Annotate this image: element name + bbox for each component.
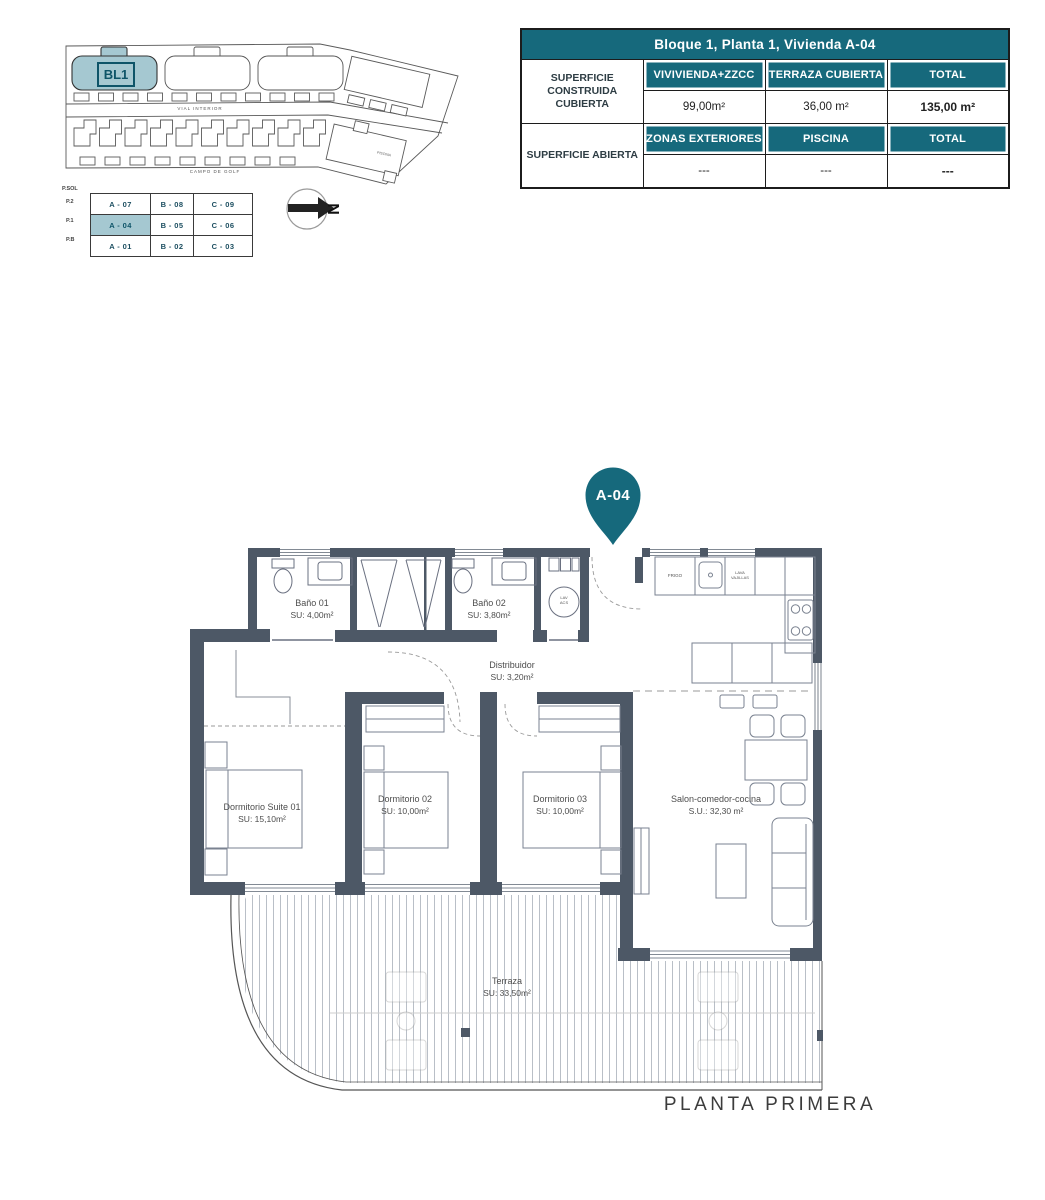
room-name: Dormitorio Suite 01 <box>223 802 301 812</box>
room-name: Baño 01 <box>295 598 329 608</box>
laundry-label <box>560 596 568 606</box>
unit-cell-highlighted: A - 04 <box>91 215 151 236</box>
summary-group2-label: SUPERFICIE ABIERTA <box>521 124 643 189</box>
unit-cell: C - 09 <box>194 194 253 215</box>
surface-summary-table <box>520 28 1010 189</box>
room-name: Dormitorio 03 <box>532 794 588 804</box>
floor-label-p1: P.1 <box>66 218 74 224</box>
unit-cell: A - 07 <box>91 194 151 215</box>
sofa <box>772 818 813 926</box>
room-label-bano2 <box>419 598 559 621</box>
unit-cell: A - 01 <box>91 236 151 257</box>
units-corner-label: P.SOL <box>62 186 78 192</box>
summary-total-value: --- <box>887 155 1009 189</box>
unit-pin-label: A-04 <box>595 487 631 504</box>
sink-vanity <box>308 558 352 585</box>
summary-header: VIVIVIENDA+ZZCC <box>643 60 765 91</box>
floor-label-pb: P.B <box>66 237 75 243</box>
golf-label: CAMPO DE GOLF <box>189 169 241 174</box>
unit-cell: C - 06 <box>194 215 253 236</box>
floor-label-p2: P.2 <box>66 199 74 205</box>
dining-set <box>745 715 807 805</box>
location-pin-icon <box>586 468 641 546</box>
unit-cell: B - 05 <box>151 215 194 236</box>
room-area: SU: 4,00m² <box>290 609 334 620</box>
unit-cell: B - 08 <box>151 194 194 215</box>
summary-header: PISCINA <box>765 124 887 155</box>
room-label-salon <box>646 794 786 817</box>
sink-vanity <box>492 558 536 585</box>
room-name: Terraza <box>491 976 522 986</box>
summary-group1-label: SUPERFICIE CONSTRUIDA CUBIERTA <box>521 60 643 124</box>
summary-value: --- <box>643 155 765 189</box>
kitchen-sink <box>699 562 722 588</box>
summary-header: TERRAZA CUBIERTA <box>765 60 887 91</box>
toilet <box>452 559 474 593</box>
laundry-line2: ACS <box>559 599 569 605</box>
closet-dorm3 <box>539 706 620 732</box>
room-label-bano1 <box>242 598 382 621</box>
road-label: VIAL INTERIOR <box>177 106 223 111</box>
dishwasher-label <box>731 571 749 581</box>
room-area: SU: 15,10m² <box>238 813 286 824</box>
summary-header: ZONAS EXTERIORES <box>643 124 765 155</box>
room-area: SU: 10,00m² <box>381 805 429 816</box>
units-row-pb <box>91 236 253 257</box>
summary-value: 99,00m² <box>643 91 765 124</box>
dishwasher-line2: VAJILLAS <box>731 574 749 580</box>
parking-row-top <box>74 93 334 101</box>
cooktop <box>788 600 813 640</box>
room-label-distribuidor <box>442 660 582 683</box>
room-label-dorm3 <box>490 794 630 817</box>
door-arcs <box>204 557 812 736</box>
summary-title: Bloque 1, Planta 1, Vivienda A-04 <box>521 29 1009 60</box>
dishwasher-line1: LAVA <box>735 570 745 575</box>
closet-dorm2 <box>366 706 444 732</box>
toilet <box>272 559 294 593</box>
summary-value: --- <box>765 155 887 189</box>
units-row-p2 <box>91 194 253 215</box>
tv-unit <box>634 828 649 894</box>
apartment-block-3 <box>258 47 343 90</box>
room-area: SU: 33,50m² <box>483 987 531 998</box>
living-furniture <box>634 715 813 926</box>
block-bl1-label: BL1 <box>97 62 135 87</box>
room-label-dorm2 <box>335 794 475 817</box>
summary-header: TOTAL <box>887 60 1009 91</box>
bedroom-furniture <box>205 706 621 875</box>
room-area: S.U.: 32,30 m² <box>688 805 744 816</box>
room-name: Baño 02 <box>472 598 506 608</box>
laundry-line1: LAV <box>560 595 568 600</box>
room-area: SU: 3,80m² <box>467 609 511 620</box>
room-label-terraza <box>437 976 577 999</box>
parking-row-bottom <box>80 157 295 165</box>
unit-cell: B - 02 <box>151 236 194 257</box>
north-label: N <box>323 203 341 215</box>
apartment-block-2 <box>165 47 250 90</box>
summary-header: TOTAL <box>887 124 1009 155</box>
room-area: SU: 3,20m² <box>490 671 534 682</box>
room-name: Salon-comedor-cocina <box>670 794 762 804</box>
plan-footer-title: PLANTA PRIMERA <box>663 1094 877 1115</box>
pool-label: PISCINA <box>376 150 392 158</box>
units-row-p1 <box>91 215 253 236</box>
room-label-suite <box>192 802 332 825</box>
summary-value: 36,00 m² <box>765 91 887 124</box>
room-area: SU: 10,00m² <box>536 805 584 816</box>
room-name: Distribuidor <box>489 660 535 670</box>
room-name: Dormitorio 02 <box>377 794 433 804</box>
coffee-table <box>716 844 746 898</box>
summary-total-value: 135,00 m² <box>887 91 1009 124</box>
villas-row <box>74 120 326 146</box>
fridge-label: FRIGO <box>667 573 683 578</box>
unit-cell: C - 03 <box>194 236 253 257</box>
units-table <box>90 193 253 257</box>
